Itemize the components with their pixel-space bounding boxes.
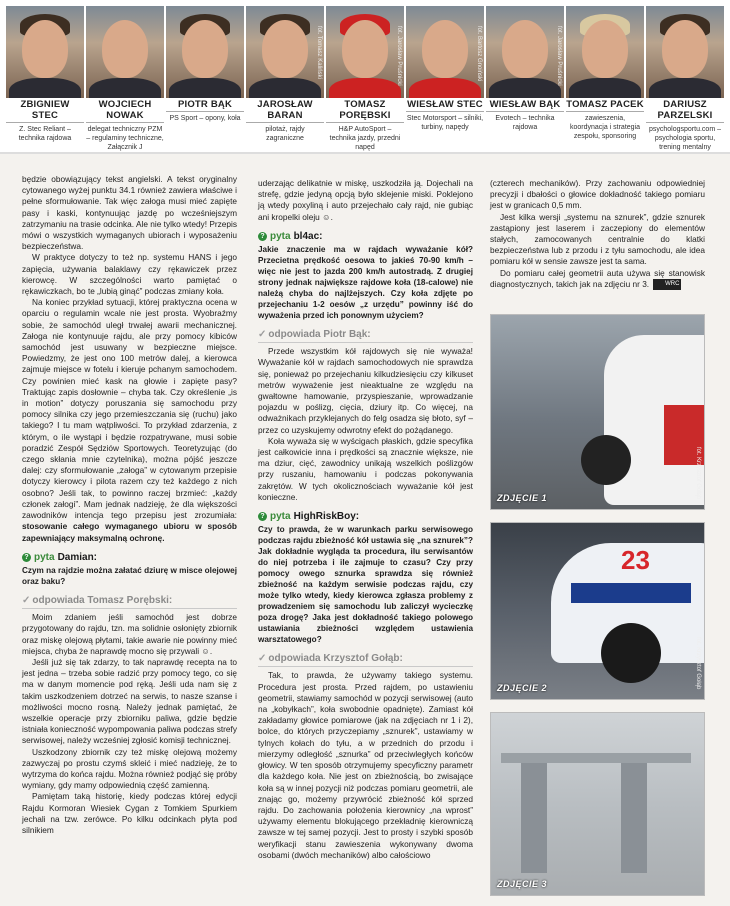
measuring-head-shape — [581, 435, 631, 485]
wrc-logo: WRC — [653, 279, 681, 290]
answer-header — [22, 595, 237, 609]
question-author: Damian: — [57, 551, 98, 563]
body-paragraph: W praktyce dotyczy to też np. systemu HANS i jego zapięcia, używania balaklawy czy rękawiczek przez kierowcę. W szczególności warto pamiętać o rękawiczkach, bo te „lubią ginąć” podczas zmiany koła. — [22, 252, 237, 297]
photo-caption: ZDJĘCIE 1 — [497, 493, 548, 503]
question-text: Jakie znaczenie ma w rajdach wyważanie kół? Przecietna prędkość oesowa to jakieś 70-90 km/h – więc nie jest to jazda 200 km/h autostradą. Z drugiej strony jednak największe rajdowe koła (18-calowe) nie należą chyba do najlżejszych. Czy koła zdjęte po przejechaniu 1-2 oesów „z urzędu” powinny iść do wyważenia przed ich ponownym użyciem? — [258, 245, 473, 321]
photo-3 — [490, 712, 705, 896]
contributor-name: ZBIGNIEW STEC — [6, 99, 84, 123]
body-paragraph: Jest kilka wersji „systemu na sznurek”, gdzie sznurek zastąpiony jest laserem i zaczepiony do elementów stałych, zamocowanych centralnie do klatki bezpieczeństwa lub z przodu i z tyłu samochodu, ale idea pomiaru kół w sensie zawsze jest ta sama. — [490, 211, 705, 267]
photo-credit: fot. Krzysztof Gołąb — [695, 446, 701, 499]
chevron-icon: ✓ — [258, 329, 267, 341]
body-text: Na koniec przykład sytuacji, której praktyczna ocena w oparciu o regulamin wcale nie jest prosta. Wyobraźmy sobie, że samochód uległ trwałej awarii mechanicznej. Załoga nie kontynuuje rajdu, ale przy pomocy kibiców samochód jest usuwany w bezpieczne miejsce. Powiedzmy, że jest ono 100 metrów dalej, a kierowca zajmuje miejsce w fotelu i kieruje pchanym samochodem. Czy powinien mieć kask na głowie i zapięte pasy? Traktując zapis dosłownie – chyba tak. Czy określenie „is in motion” dotyczy poruszania się samochodu przy pomocy silnika czy jego przemieszczania się (ruchu) jako takiego? I tu mam wątpliwości. To przykład zdarzenia, z którym, o ile wystąpi i będzie rozpatrywane, musi sobie poradzić Zespół Sędziów Sportowych. Teoretyzując (do czego skłania mnie czytelnika), można pójść jeszcze dalej: czy sformułowanie „załoga” w cytowanym przepisie dotyczy kierowcy i pilota razem czy też każdego z nich osobno? Jeśli tak, to powinno raczej brzmieć: „każdy członek załogi”. Mam jednak nadzieję, że dla większości zawodników intencja tego przepisu jest zrozumiała: — [22, 297, 237, 521]
answer-label: odpowiada — [32, 594, 85, 606]
contributor-role: Stec Motorsport – silniki, turbiny, napędy — [406, 115, 484, 131]
portrait-zbigniew-stec — [6, 6, 84, 98]
question-text: Czy to prawda, że w warunkach parku serwisowego podczas rajdu zbieżność kół ustawia się „na sznurek”? Jak dokładnie wygląda ta procedura, ilu serwisantów do niej potrzeba i ile zajmuje to czasu? Czy przy pomocy owego sznurka sprawdza się również zbieżność na każdym serwisie podczas rajdu, czy może tylko wtedy, kiedy kierowca zgłasza problemy z prowadzeniem się samochodu lub zaliczył wycieczkę poza drogę? Jaka jest dokładność takiego polowego ustawiania zbieżności względem ustawienia warsztatowego? — [258, 525, 473, 645]
photo-2 — [490, 522, 705, 700]
lift-crossbar — [501, 753, 691, 763]
contributor-name: PIOTR BĄK — [166, 99, 244, 112]
contributor-role: pilotaż, rajdy zagraniczne — [265, 126, 305, 142]
question-mark-icon: ? — [22, 553, 31, 562]
question-block — [22, 552, 237, 587]
photo-credit: fot. Tomasz Kaliński — [316, 26, 322, 79]
question-mark-icon: ? — [258, 512, 267, 521]
question-label: pyta — [34, 551, 55, 563]
question-mark-icon: ? — [258, 232, 267, 241]
contributor-name: WIESŁAW STEC — [407, 99, 483, 110]
contributor-role: Evotech – technika rajdowa — [495, 115, 555, 131]
body-text: Do pomiaru całej geometrii auta używa się stanowisk diagnostycznych, takich jak na zdjęciu nr 3. — [490, 267, 705, 289]
answer-author: Piotr Bąk: — [323, 329, 371, 341]
portrait-wieslaw-stec — [406, 6, 484, 98]
contributor-role: psychologsportu.com – psychologia sportu, trening mentalny — [649, 126, 721, 151]
emphasis-text: stosowanie całego wymaganego ubioru w sposób zapewniający maksymalną ochronę. — [22, 521, 237, 543]
body-paragraph — [490, 268, 705, 291]
body-paragraph: Tak, to prawda, że używamy takiego systemu. Procedura jest prosta. Przed rajdem, po ustawieniu geometrii, stawiamy samochód w pozycji serwisowej (auto na „kobyłkach”, koła swobodnie opadnięte). Zamiast kół zakładamy głowice pomiarowe (jak na zdjęciach nr 1 i 2), bolce, do których przyczepiamy „sznurek”, ustawiamy w tylnych kołach do tyłu, a w przednich do przodu i mierzymy odległość „sznurka” od przeciwległych końców głowicy. W ten sposób otrzymujemy specyficzny parametr dla każdego koła. Nie jest on zbieżnością, bo zwisające koła są w innej pozycji niż podczas pomiaru geometrii, ale znając go, możemy przywrócić zbieżność kół sprzed rajdu. Do zachowania położenia kierownicy „na wprost” używamy elementu blokującego przekładnię kierowniczą zawsze w tej samej pozycji. Jest to prosty i szybki sposób weryfikacji stanu zawieszenia wykonywany dwoma osobami (dwóch mechaników) albo całościowo — [258, 670, 473, 860]
photo-credit: fot. Krzysztof Gołąb — [695, 636, 701, 689]
question-block — [258, 231, 473, 321]
measuring-head-shape — [601, 623, 661, 683]
answer-header — [258, 329, 473, 343]
contributor-name: WIESŁAW BĄK — [486, 99, 564, 112]
body-paragraph — [22, 297, 237, 543]
body-paragraph: Jeśli już się tak zdarzy, to tak naprawdę recepta na to jest jedna – trzeba sobie radzić przy pomocy tego, co się ma w danym momencie pod ręką. Jeśli uda nam się z takim uszkodzeniem dotrzeć na serwis, to nasze szanse i możliwości mocno rosną. Należy jednak pamiętać, że wszelkie operacje przy zbiorniku paliwa, gdzie będzie istniała konieczność wypompowania paliwa podczas strefy serwisowej, należy wcześniej zgłosić komisji technicznej. — [22, 656, 237, 746]
answer-author: Krzysztof Gołąb: — [323, 653, 403, 665]
question-block — [258, 511, 473, 645]
photo-credit: fot. Jarosław Pruśnicki — [396, 26, 402, 86]
question-label: pyta — [270, 230, 291, 242]
article-column-2 — [258, 178, 473, 861]
contributor-role: zawieszenia, koordynacja i strategia zespołu, sponsoring — [569, 115, 641, 140]
body-paragraph: uderzając delikatnie w miskę, uszkodziła ją. Dojechali na strefę, gdzie jedyną opcją było sklejenie miski. Poklejono ją wtedy poxyliną i auto przejechało cały rajd, nie gubiąc ani kropelki oleju ☺. — [258, 178, 473, 222]
lift-runway-left — [521, 763, 547, 873]
contributor-name: DARIUSZ PARZELSKI — [646, 99, 724, 123]
contributor-role: Z. Stec Reliant – technika rajdowa — [18, 126, 72, 142]
answer-label: odpowiada — [268, 653, 321, 665]
photo-caption: ZDJĘCIE 2 — [497, 683, 548, 693]
body-paragraph: będzie obowiązujący tekst angielski. A tekst oryginalny cytowanego wyżej punktu 34.1 również zawiera właściwe i pełne sformułowanie. Tak więc załoga musi mieć zapięte pasy i kaski, kontynuując jazdę po wcześniejszym zatrzymaniu na trasie odcinka. Ale nie tylko wtedy! Przepis mówi o wszystkich wymaganych ubiorach i wyposażeniu bezpieczeństwa. — [22, 174, 237, 252]
portrait-tomasz-porebski — [326, 6, 404, 98]
contributors-header — [0, 0, 730, 152]
article-column-3 — [490, 178, 705, 290]
contributor — [566, 99, 644, 152]
portrait-wojciech-nowak — [86, 6, 164, 98]
contributor-name: WOJCIECH NOWAK — [86, 99, 164, 123]
body-paragraph: Przede wszystkim kół rajdowych się nie wyważa! Wyważanie kół w rajdach samochodowych nie sprawdza się, ponieważ po przejechaniu kilkudziesięciu czy kilkuset metrów wyważenie jest nieaktualne ze względu na gwałtowne hamowanie, przyspieszanie, wprowadzanie pojazdu w poślizg, cięcia, dziury itp. Co więcej, na odważnikach przyklejanych do felg osadza się błoto, syf – przez co uzyskujemy odwrotny efekt do pożądanego. — [258, 346, 473, 435]
question-author: bl4ac: — [293, 230, 323, 242]
answer-header — [258, 653, 473, 667]
body-paragraph: Uszkodzony zbiornik czy też miskę olejową możemy zazwyczaj po prostu czymś skleić i mieć nadzieję, że to wytrzyma do końca rajdu. Można również podjąć się próby wymiany, gdy mamy odpowiednią część zamienną. — [22, 746, 237, 791]
lift-runway-right — [621, 763, 647, 873]
body-paragraph: Moim zdaniem jeśli samochód jest dobrze przygotowany do rajdu, tzn. ma solidnie osłonięty zbiornik oraz miskę olejową płytami, takie awarie nie powinny mieć miejsca, chyba że naprawdę mocno się przywali ☺. — [22, 612, 237, 656]
answer-author: Tomasz Porębski: — [87, 594, 173, 606]
photo-credit: fot. Bartosz Gnoiński — [476, 26, 482, 82]
contributor — [326, 99, 404, 152]
portrait-row — [6, 6, 724, 98]
portrait-dariusz-parzelski — [646, 6, 724, 98]
body-paragraph: Koła wyważa się w wyścigach płaskich, gdzie specyfika jest całkowicie inna i prędkości są znacznie większe, nie ma dziur, cięć, zawodnicy unikają wszelkich poślizgów przy ruszaniu, hamowaniu i podczas pokonywania zakrętów. W tych okolicznościach wyważanie kół jest konieczne. — [258, 435, 473, 502]
contributor-name: TOMASZ PORĘBSKI — [326, 99, 404, 123]
question-label: pyta — [270, 511, 291, 523]
contributor-name: JAROSŁAW BARAN — [246, 99, 324, 123]
contributor — [646, 99, 724, 152]
contributor-role: delegat techniczny PZM – regulaminy techniczne, Załącznik J — [86, 126, 164, 151]
question-header — [258, 511, 473, 522]
header-divider — [0, 152, 730, 154]
body-paragraph: Pamiętam taką historię, kiedy podczas której edycji Rajdu Kormoran Wiesiek Cygan z Tomkiem Spurkiem jechali na tzw. zerówce. Po kilku odcinkach płyta pod silnikiem — [22, 791, 237, 835]
chevron-icon: ✓ — [258, 653, 267, 665]
question-header — [258, 231, 473, 242]
photo-credit: fot. Jarosław Pruśnicki — [556, 26, 562, 86]
contributor-names — [6, 99, 724, 152]
contributor-role: PS Sport – opony, koła — [169, 115, 241, 122]
question-header — [22, 552, 237, 563]
portrait-jaroslaw-baran — [246, 6, 324, 98]
article-column-1 — [22, 174, 237, 836]
contributor-name: TOMASZ PACEK — [566, 99, 644, 110]
chevron-icon: ✓ — [22, 594, 31, 606]
photo-1 — [490, 314, 705, 510]
contributor — [246, 99, 324, 152]
question-text: Czym na rajdzie można załatać dziurę w misce olejowej oraz baku? — [22, 565, 237, 586]
portrait-tomasz-pacek — [566, 6, 644, 98]
portrait-piotr-bak — [166, 6, 244, 98]
contributor — [166, 99, 244, 152]
question-author: HighRiskBoy: — [293, 511, 360, 523]
contributor — [406, 99, 484, 152]
answer-label: odpowiada — [268, 329, 321, 341]
contributor — [486, 99, 564, 152]
contributor — [6, 99, 84, 152]
contributor — [86, 99, 164, 152]
car-number: 23 — [621, 545, 650, 575]
portrait-wieslaw-bak — [486, 6, 564, 98]
rally-car-stripe — [571, 583, 691, 603]
body-paragraph: (czterech mechaników). Przy zachowaniu odpowiedniej precyzji i dbałości o głowice dokładność takiego pomiaru jest w granicach 0,5 mm. — [490, 178, 705, 211]
contributor-role: H&P AutoSport – technika jazdy, przedni napęd — [329, 126, 401, 151]
photo-caption: ZDJĘCIE 3 — [497, 879, 548, 889]
